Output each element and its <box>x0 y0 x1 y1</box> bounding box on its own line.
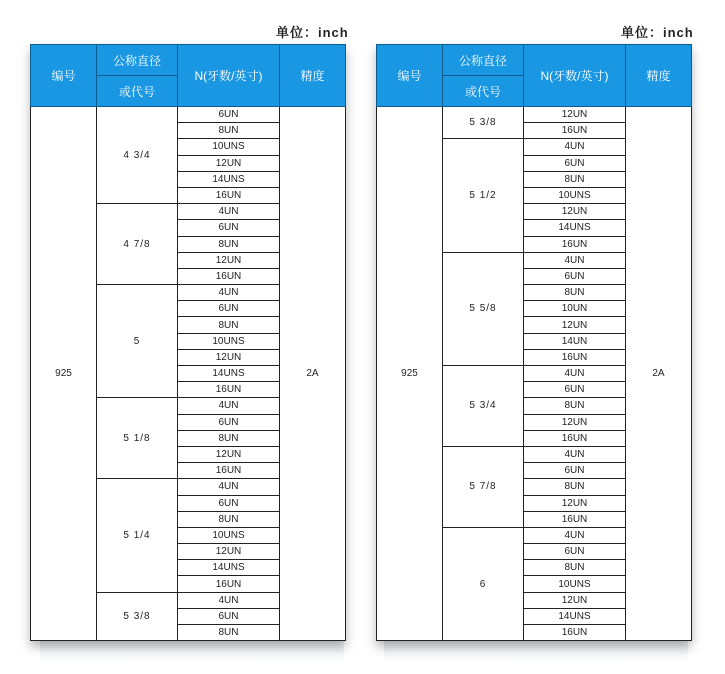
header-precision: 精度 <box>280 45 346 107</box>
code-cell: 925 <box>377 107 443 641</box>
diameter-cell: 5 1/4 <box>97 479 178 592</box>
diameter-cell: 5 5/8 <box>443 252 524 365</box>
header-threads: N(牙数/英寸) <box>524 45 626 107</box>
thread-cell: 12UN <box>524 204 626 220</box>
diameter-cell: 4 3/4 <box>97 107 178 204</box>
thread-table-right <box>376 44 692 641</box>
header-threads: N(牙数/英寸) <box>178 45 280 107</box>
thread-cell: 16UN <box>524 236 626 252</box>
spec-table <box>376 44 692 641</box>
thread-cell: 12UN <box>178 349 280 365</box>
code-cell: 925 <box>31 107 97 641</box>
header-alt-code: 或代号 <box>97 76 178 107</box>
thread-cell: 4UN <box>524 139 626 155</box>
thread-cell: 6UN <box>178 220 280 236</box>
thread-cell: 8UN <box>524 285 626 301</box>
thread-cell: 14UNS <box>178 560 280 576</box>
thread-cell: 10UNS <box>524 187 626 203</box>
thread-cell: 12UN <box>178 544 280 560</box>
thread-cell: 12UN <box>524 592 626 608</box>
thread-cell: 6UN <box>178 414 280 430</box>
thread-cell: 16UN <box>524 349 626 365</box>
thread-cell: 8UN <box>178 511 280 527</box>
header-nominal-diameter: 公称直径 <box>443 45 524 76</box>
thread-cell: 6UN <box>524 155 626 171</box>
thread-cell: 4UN <box>178 479 280 495</box>
thread-cell: 4UN <box>178 204 280 220</box>
diameter-cell: 5 1/8 <box>97 398 178 479</box>
thread-cell: 10UNS <box>524 576 626 592</box>
thread-cell: 10UNS <box>178 139 280 155</box>
header-code: 编号 <box>377 45 443 107</box>
thread-cell: 6UN <box>524 544 626 560</box>
thread-cell: 16UN <box>178 382 280 398</box>
thread-cell: 8UN <box>524 398 626 414</box>
unit-label-left: 单位：inch <box>276 25 349 40</box>
thread-cell: 14UNS <box>524 220 626 236</box>
table-row <box>377 107 692 123</box>
unit-label-right: 单位：inch <box>621 25 694 40</box>
thread-cell: 4UN <box>178 398 280 414</box>
thread-cell: 8UN <box>524 171 626 187</box>
thread-cell: 12UN <box>524 107 626 123</box>
thread-cell: 8UN <box>178 123 280 139</box>
table-row <box>31 107 346 123</box>
thread-cell: 14UNS <box>178 171 280 187</box>
thread-cell: 8UN <box>178 430 280 446</box>
thread-cell: 8UN <box>178 625 280 641</box>
thread-table-left <box>30 44 346 641</box>
thread-cell: 6UN <box>524 382 626 398</box>
thread-cell: 16UN <box>178 187 280 203</box>
thread-cell: 6UN <box>178 107 280 123</box>
thread-cell: 16UN <box>178 576 280 592</box>
thread-cell: 16UN <box>524 511 626 527</box>
thread-cell: 8UN <box>524 560 626 576</box>
thread-cell: 10UN <box>524 301 626 317</box>
header-code: 编号 <box>31 45 97 107</box>
diameter-cell: 6 <box>443 527 524 640</box>
diameter-cell: 5 3/4 <box>443 366 524 447</box>
thread-cell: 8UN <box>524 479 626 495</box>
thread-cell: 12UN <box>178 446 280 462</box>
thread-cell: 14UNS <box>524 608 626 624</box>
thread-cell: 4UN <box>178 285 280 301</box>
thread-cell: 10UNS <box>178 527 280 543</box>
thread-cell: 14UNS <box>178 366 280 382</box>
diameter-cell: 5 <box>97 285 178 398</box>
thread-cell: 12UN <box>524 495 626 511</box>
thread-cell: 10UNS <box>178 333 280 349</box>
precision-cell: 2A <box>280 107 346 641</box>
diameter-cell: 5 1/2 <box>443 139 524 252</box>
diameter-cell: 5 7/8 <box>443 446 524 527</box>
thread-cell: 6UN <box>178 301 280 317</box>
thread-cell: 8UN <box>178 236 280 252</box>
header-nominal-diameter: 公称直径 <box>97 45 178 76</box>
thread-cell: 4UN <box>524 527 626 543</box>
header-alt-code: 或代号 <box>443 76 524 107</box>
thread-cell: 12UN <box>178 252 280 268</box>
thread-cell: 4UN <box>524 446 626 462</box>
diameter-cell: 5 3/8 <box>443 107 524 139</box>
thread-cell: 12UN <box>524 317 626 333</box>
thread-cell: 4UN <box>524 366 626 382</box>
thread-cell: 4UN <box>178 592 280 608</box>
diameter-cell: 5 3/8 <box>97 592 178 641</box>
thread-cell: 8UN <box>178 317 280 333</box>
diameter-cell: 4 7/8 <box>97 204 178 285</box>
thread-cell: 4UN <box>524 252 626 268</box>
panel-shadow-right <box>384 640 688 662</box>
thread-cell: 6UN <box>178 608 280 624</box>
panel-shadow-left <box>40 640 344 662</box>
thread-cell: 6UN <box>524 268 626 284</box>
header-precision: 精度 <box>626 45 692 107</box>
thread-cell: 16UN <box>178 268 280 284</box>
thread-cell: 16UN <box>524 123 626 139</box>
thread-cell: 16UN <box>524 430 626 446</box>
precision-cell: 2A <box>626 107 692 641</box>
thread-cell: 6UN <box>178 495 280 511</box>
thread-cell: 16UN <box>524 625 626 641</box>
thread-cell: 12UN <box>178 155 280 171</box>
thread-cell: 6UN <box>524 463 626 479</box>
thread-cell: 14UN <box>524 333 626 349</box>
spec-table <box>30 44 346 641</box>
thread-cell: 16UN <box>178 463 280 479</box>
thread-cell: 12UN <box>524 414 626 430</box>
